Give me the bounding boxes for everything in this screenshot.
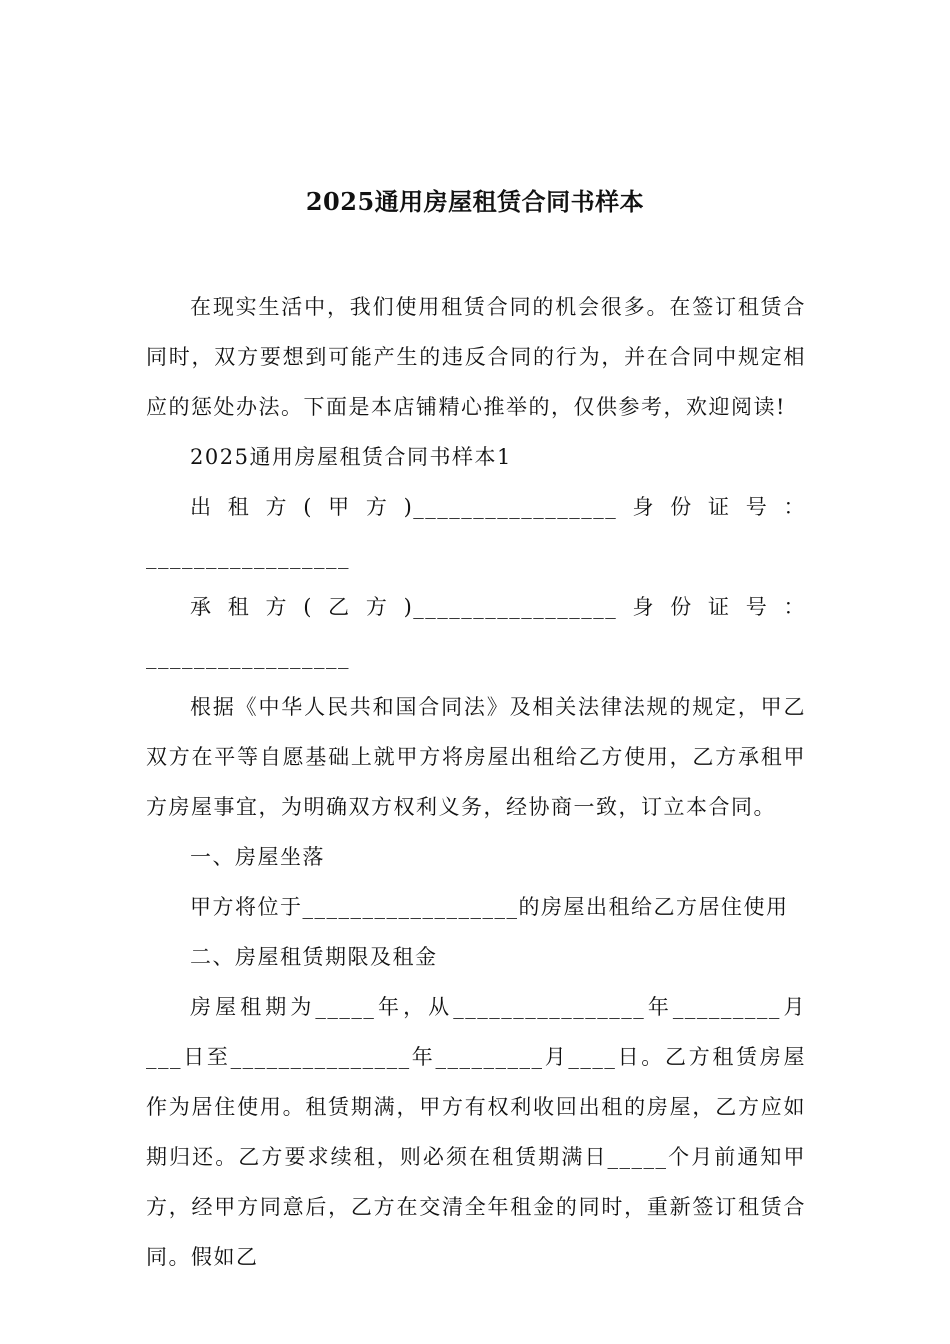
- paragraph-sample-heading: 2025通用房屋租赁合同书样本1: [190, 445, 512, 469]
- paragraph-location: 甲方将位于__________________的房屋出租给乙方居住使用: [190, 895, 789, 919]
- section-heading-term-rent: 二、房屋租赁期限及租金: [190, 945, 438, 969]
- paragraph-legal-basis: 根据《中华人民共和国合同法》及相关法律法规的规定，甲乙双方在平等自愿基础上就甲方将房屋出租给乙方使用，乙方承租甲方房屋事宜，为明确双方权利义务，经协商一致，订立本合同。: [146, 695, 806, 819]
- paragraph-lessee-line: 承租方(乙方)_________________身份证号：_________________: [146, 595, 806, 669]
- paragraph-lessor-line: 出租方(甲方)_________________身份证号：_________________: [146, 495, 806, 569]
- document-title: 2025通用房屋租赁合同书样本: [305, 187, 645, 216]
- section-heading-location: 一、房屋坐落: [190, 845, 325, 869]
- paragraph-intro: 在现实生活中，我们使用租赁合同的机会很多。在签订租赁合同时，双方要想到可能产生的违反合同的行为，并在合同中规定相应的惩处办法。下面是本店铺精心推举的，仅供参考，欢迎阅读!: [146, 295, 806, 419]
- document-body: [146, 282, 806, 1282]
- paragraph-term: 房屋租期为_____年，从________________年_________月___日至_______________年_________月____日。乙方租赁房屋作为居住使用。租赁期满，甲方有权利收回出租的房屋，乙方应如期归还。乙方要求续租，则必须在租赁期满日_____个月前通知甲方，经甲方同意后，乙方在交清全年租金的同时，重新签订租赁合同。假如乙: [146, 995, 806, 1269]
